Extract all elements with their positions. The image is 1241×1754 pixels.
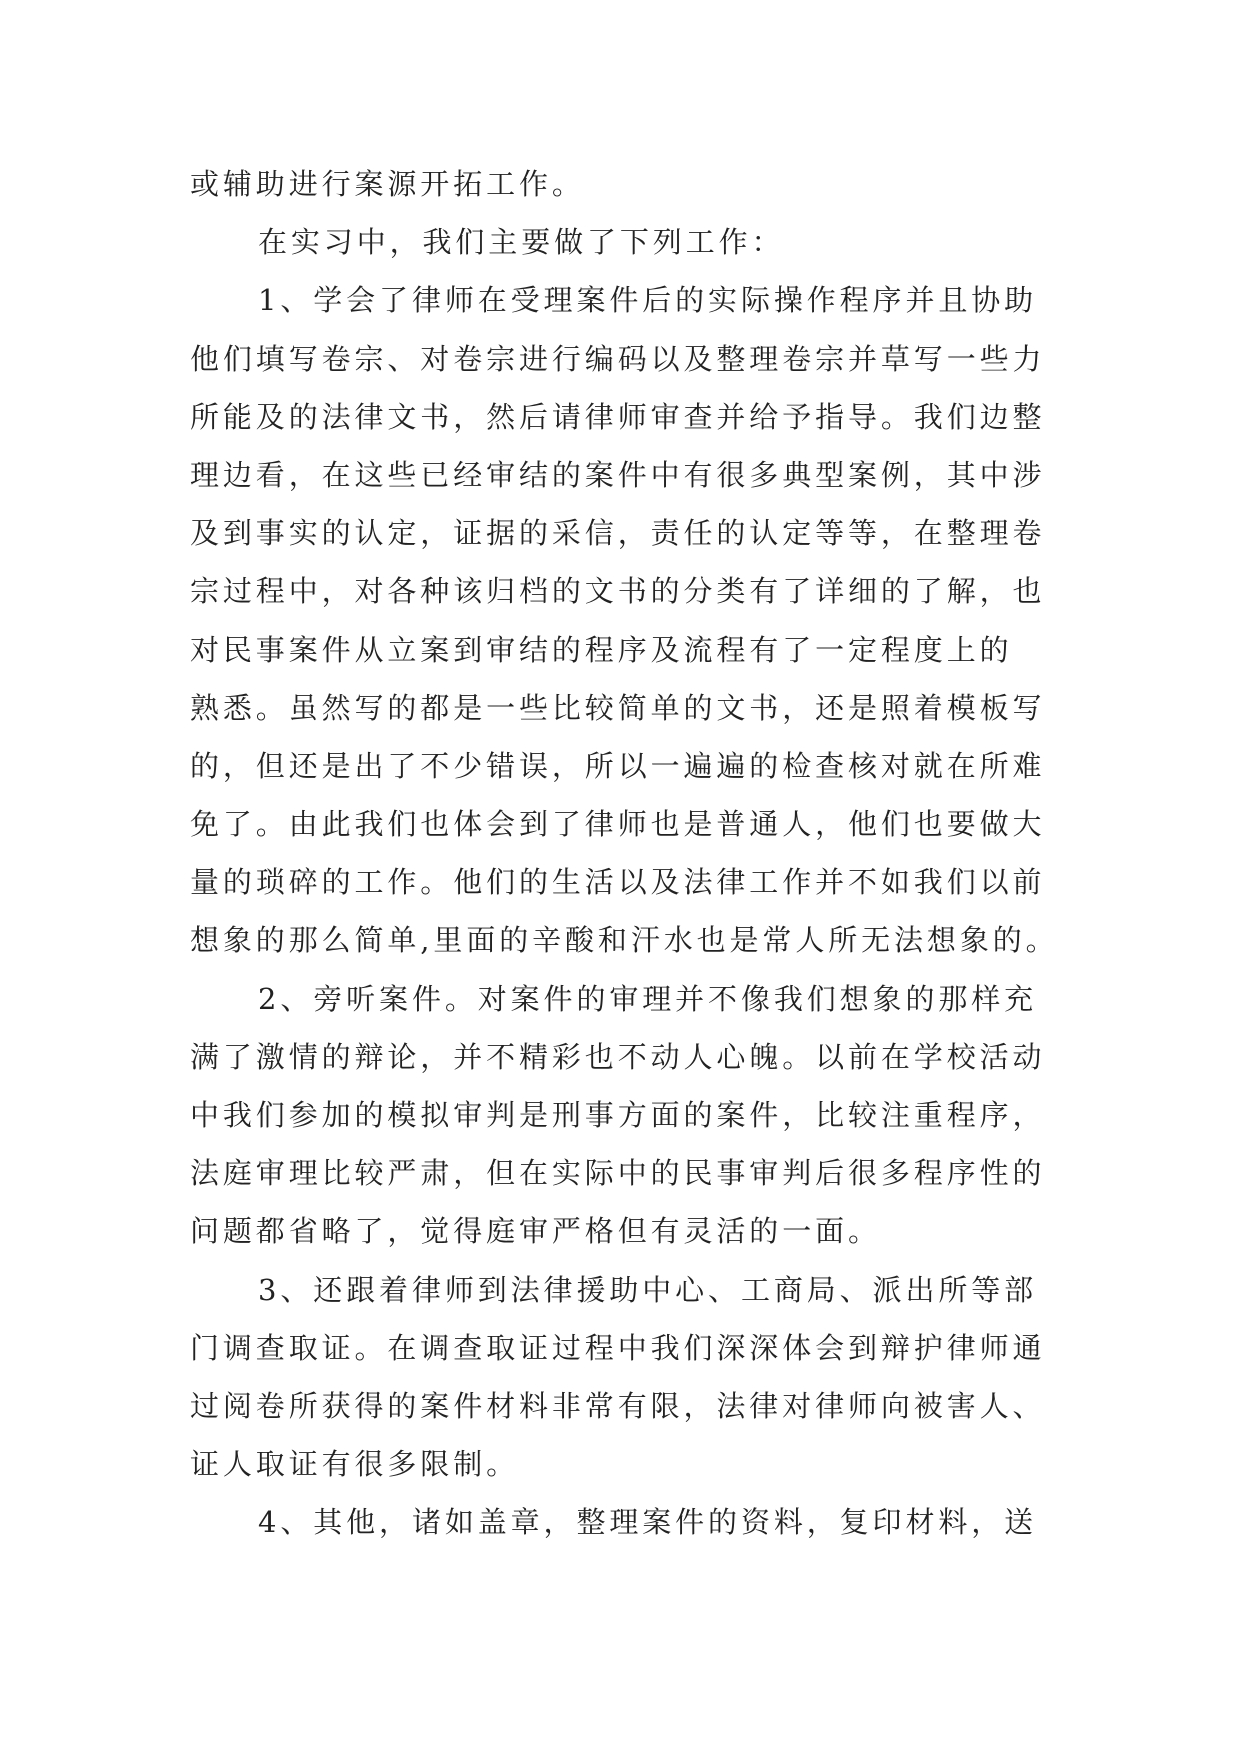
text-line: 2、旁听案件。对案件的审理并不像我们想象的那样充 — [258, 981, 1038, 1016]
text-line: 门调查取证。在调查取证过程中我们深深体会到辩护律师通 — [190, 1330, 1046, 1365]
text-line: 中我们参加的模拟审判是刑事方面的案件，比较注重程序， — [190, 1098, 1046, 1132]
text-line: 证人取证有很多限制。 — [190, 1447, 520, 1482]
text-line: 满了激情的辩论，并不精彩也不动人心魄。以前在学校活动 — [190, 1039, 1046, 1074]
text-line: 及到事实的认定，证据的采信，责任的认定等等，在整理卷 — [190, 516, 1046, 551]
text-line: 问题都省略了，觉得庭审严格但有灵活的一面。 — [190, 1214, 881, 1249]
text-line: 或辅助进行案源开拓工作。 — [190, 167, 585, 201]
text-line: 所能及的法律文书，然后请律师审查并给予指导。我们边整 — [190, 399, 1046, 434]
text-line: 他们填写卷宗、对卷宗进行编码以及整理卷宗并草写一些力 — [190, 341, 1046, 376]
text-line: 4、其他，诸如盖章，整理案件的资料，复印材料，送 — [258, 1505, 1038, 1540]
text-line: 免了。由此我们也体会到了律师也是普通人，他们也要做大 — [190, 807, 1046, 842]
body-text — [190, 155, 1059, 1552]
text-line: 的，但还是出了不少错误，所以一遍遍的检查核对就在所难 — [190, 748, 1046, 783]
text-line: 3、还跟着律师到法律援助中心、工商局、派出所等部 — [258, 1272, 1038, 1307]
text-line: 1、学会了律师在受理案件后的实际操作程序并且协助 — [258, 283, 1038, 318]
text-line: 宗过程中，对各种该归档的文书的分类有了详细的了解，也 — [190, 574, 1046, 609]
text-line: 在实习中，我们主要做了下列工作： — [258, 225, 785, 260]
text-line: 理边看，在这些已经审结的案件中有很多典型案例，其中涉 — [190, 457, 1046, 492]
text-line: 熟悉。虽然写的都是一些比较简单的文书，还是照着模板写 — [190, 690, 1046, 725]
text-line: 量的琐碎的工作。他们的生活以及法律工作并不如我们以前 — [190, 865, 1046, 900]
text-line: 对民事案件从立案到审结的程序及流程有了一定程度上的 — [190, 632, 1013, 667]
text-line: 想象的那么简单,里面的辛酸和汗水也是常人所无法想象的。 — [190, 923, 1059, 958]
text-line: 法庭审理比较严肃，但在实际中的民事审判后很多程序性的 — [190, 1156, 1046, 1191]
text-line: 过阅卷所获得的案件材料非常有限，法律对律师向被害人、 — [190, 1388, 1046, 1423]
